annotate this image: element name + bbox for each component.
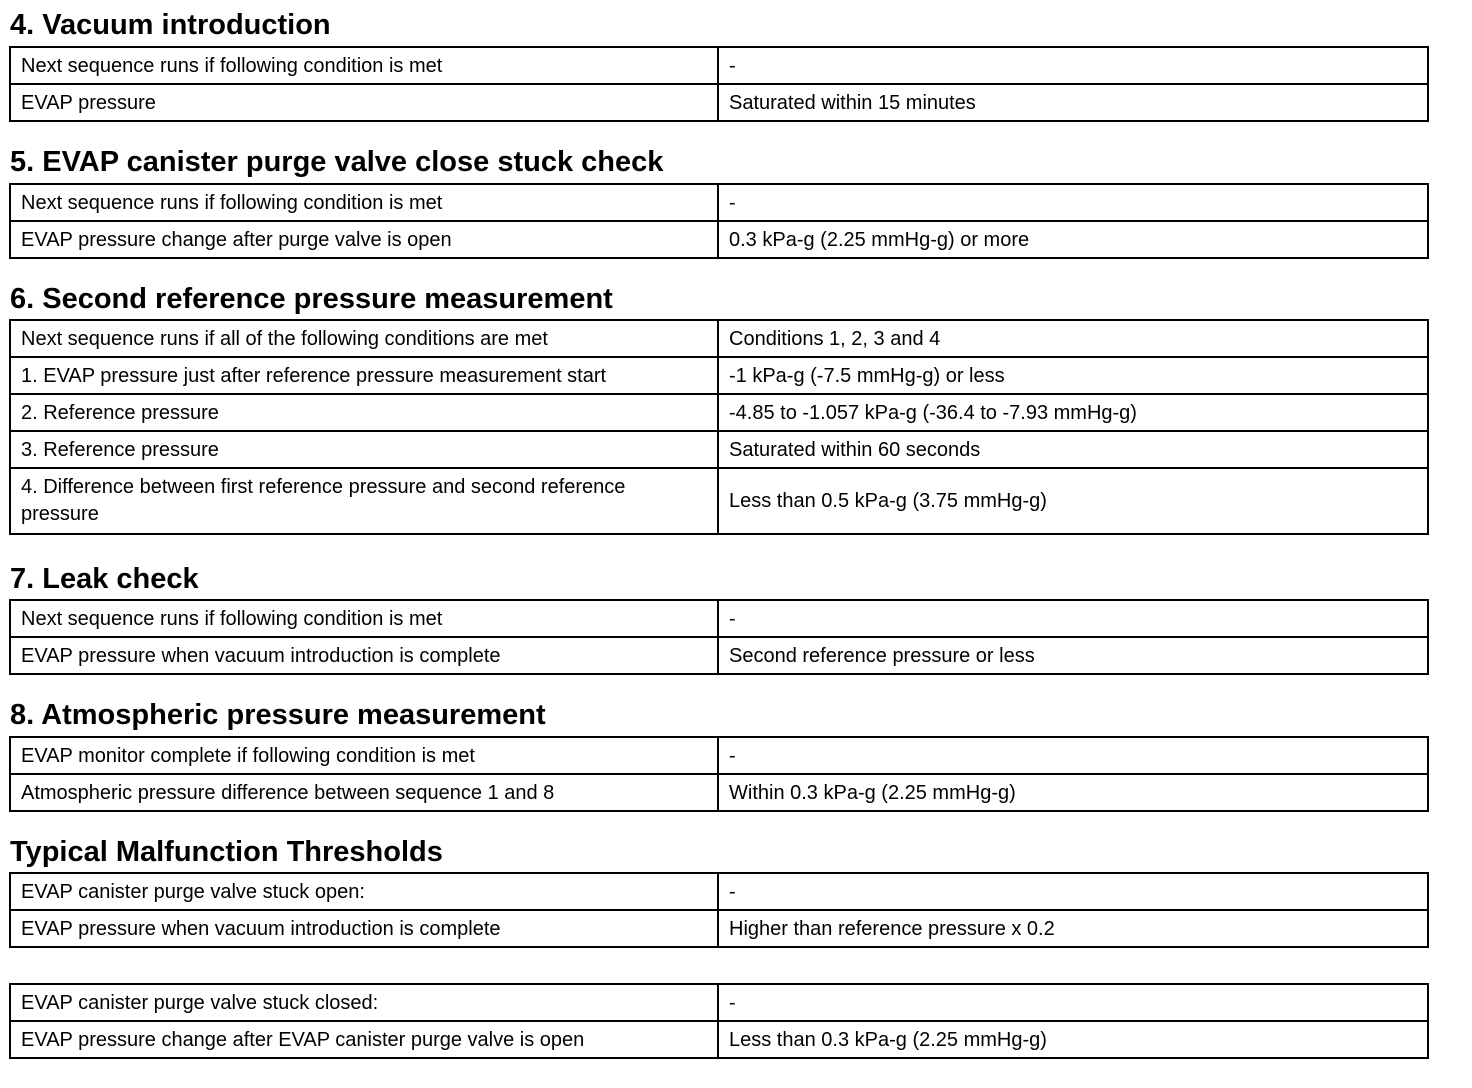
condition-value: Conditions 1, 2, 3 and 4 bbox=[718, 320, 1428, 357]
table-row bbox=[10, 320, 1428, 357]
table-row bbox=[10, 873, 1428, 910]
condition-value: Within 0.3 kPa-g (2.25 mmHg-g) bbox=[718, 774, 1428, 811]
section-4-heading: 4. Vacuum introduction bbox=[10, 9, 331, 41]
condition-value: 0.3 kPa-g (2.25 mmHg-g) or more bbox=[718, 221, 1428, 258]
table-row bbox=[10, 394, 1428, 431]
section-6-heading: 6. Second reference pressure measurement bbox=[10, 283, 613, 315]
table-row bbox=[10, 84, 1428, 121]
table-row bbox=[10, 431, 1428, 468]
thresholds-open-table bbox=[9, 872, 1429, 948]
condition-value: Less than 0.3 kPa-g (2.25 mmHg-g) bbox=[718, 1021, 1428, 1058]
table-row bbox=[10, 184, 1428, 221]
condition-value: Second reference pressure or less bbox=[718, 637, 1428, 674]
section-4-table bbox=[9, 46, 1429, 122]
section-8-table bbox=[9, 736, 1429, 812]
condition-value: Higher than reference pressure x 0.2 bbox=[718, 910, 1428, 947]
condition-value: - bbox=[718, 47, 1428, 84]
section-5-table bbox=[9, 183, 1429, 259]
section-7-table bbox=[9, 599, 1429, 675]
condition-label: 3. Reference pressure bbox=[10, 431, 718, 468]
condition-value: Saturated within 60 seconds bbox=[718, 431, 1428, 468]
table-row bbox=[10, 910, 1428, 947]
condition-value: -4.85 to -1.057 kPa-g (-36.4 to -7.93 mmHg-g) bbox=[718, 394, 1428, 431]
condition-label: 1. EVAP pressure just after reference pressure measurement start bbox=[10, 357, 718, 394]
section-8-heading: 8. Atmospheric pressure measurement bbox=[10, 699, 546, 731]
condition-value: - bbox=[718, 737, 1428, 774]
condition-label: Next sequence runs if following condition is met bbox=[10, 600, 718, 637]
table-row bbox=[10, 984, 1428, 1021]
condition-label: Next sequence runs if all of the following conditions are met bbox=[10, 320, 718, 357]
table-row bbox=[10, 637, 1428, 674]
condition-label: EVAP pressure when vacuum introduction is complete bbox=[10, 910, 718, 947]
table-row bbox=[10, 600, 1428, 637]
condition-label: EVAP pressure when vacuum introduction is complete bbox=[10, 637, 718, 674]
condition-label: 2. Reference pressure bbox=[10, 394, 718, 431]
table-row bbox=[10, 357, 1428, 394]
condition-label: EVAP canister purge valve stuck closed: bbox=[10, 984, 718, 1021]
condition-label: Next sequence runs if following condition is met bbox=[10, 184, 718, 221]
thresholds-closed-table bbox=[9, 983, 1429, 1059]
condition-label: Atmospheric pressure difference between sequence 1 and 8 bbox=[10, 774, 718, 811]
table-row bbox=[10, 1021, 1428, 1058]
table-row bbox=[10, 221, 1428, 258]
condition-value: - bbox=[718, 873, 1428, 910]
condition-value: - bbox=[718, 600, 1428, 637]
condition-label: EVAP monitor complete if following condition is met bbox=[10, 737, 718, 774]
table-row bbox=[10, 737, 1428, 774]
condition-value: Saturated within 15 minutes bbox=[718, 84, 1428, 121]
condition-label: EVAP pressure bbox=[10, 84, 718, 121]
condition-value: Less than 0.5 kPa-g (3.75 mmHg-g) bbox=[718, 468, 1428, 534]
condition-value: -1 kPa-g (-7.5 mmHg-g) or less bbox=[718, 357, 1428, 394]
condition-label: EVAP canister purge valve stuck open: bbox=[10, 873, 718, 910]
condition-value: - bbox=[718, 984, 1428, 1021]
thresholds-heading: Typical Malfunction Thresholds bbox=[10, 836, 443, 868]
section-5-heading: 5. EVAP canister purge valve close stuck check bbox=[10, 146, 664, 178]
condition-label: EVAP pressure change after purge valve is open bbox=[10, 221, 718, 258]
table-row bbox=[10, 47, 1428, 84]
condition-value: - bbox=[718, 184, 1428, 221]
table-row bbox=[10, 774, 1428, 811]
section-7-heading: 7. Leak check bbox=[10, 563, 199, 595]
table-row bbox=[10, 468, 1428, 534]
section-6-table bbox=[9, 319, 1429, 535]
condition-label: Next sequence runs if following condition is met bbox=[10, 47, 718, 84]
condition-label: 4. Difference between first reference pressure and second reference pressure bbox=[10, 468, 718, 534]
condition-label: EVAP pressure change after EVAP canister purge valve is open bbox=[10, 1021, 718, 1058]
